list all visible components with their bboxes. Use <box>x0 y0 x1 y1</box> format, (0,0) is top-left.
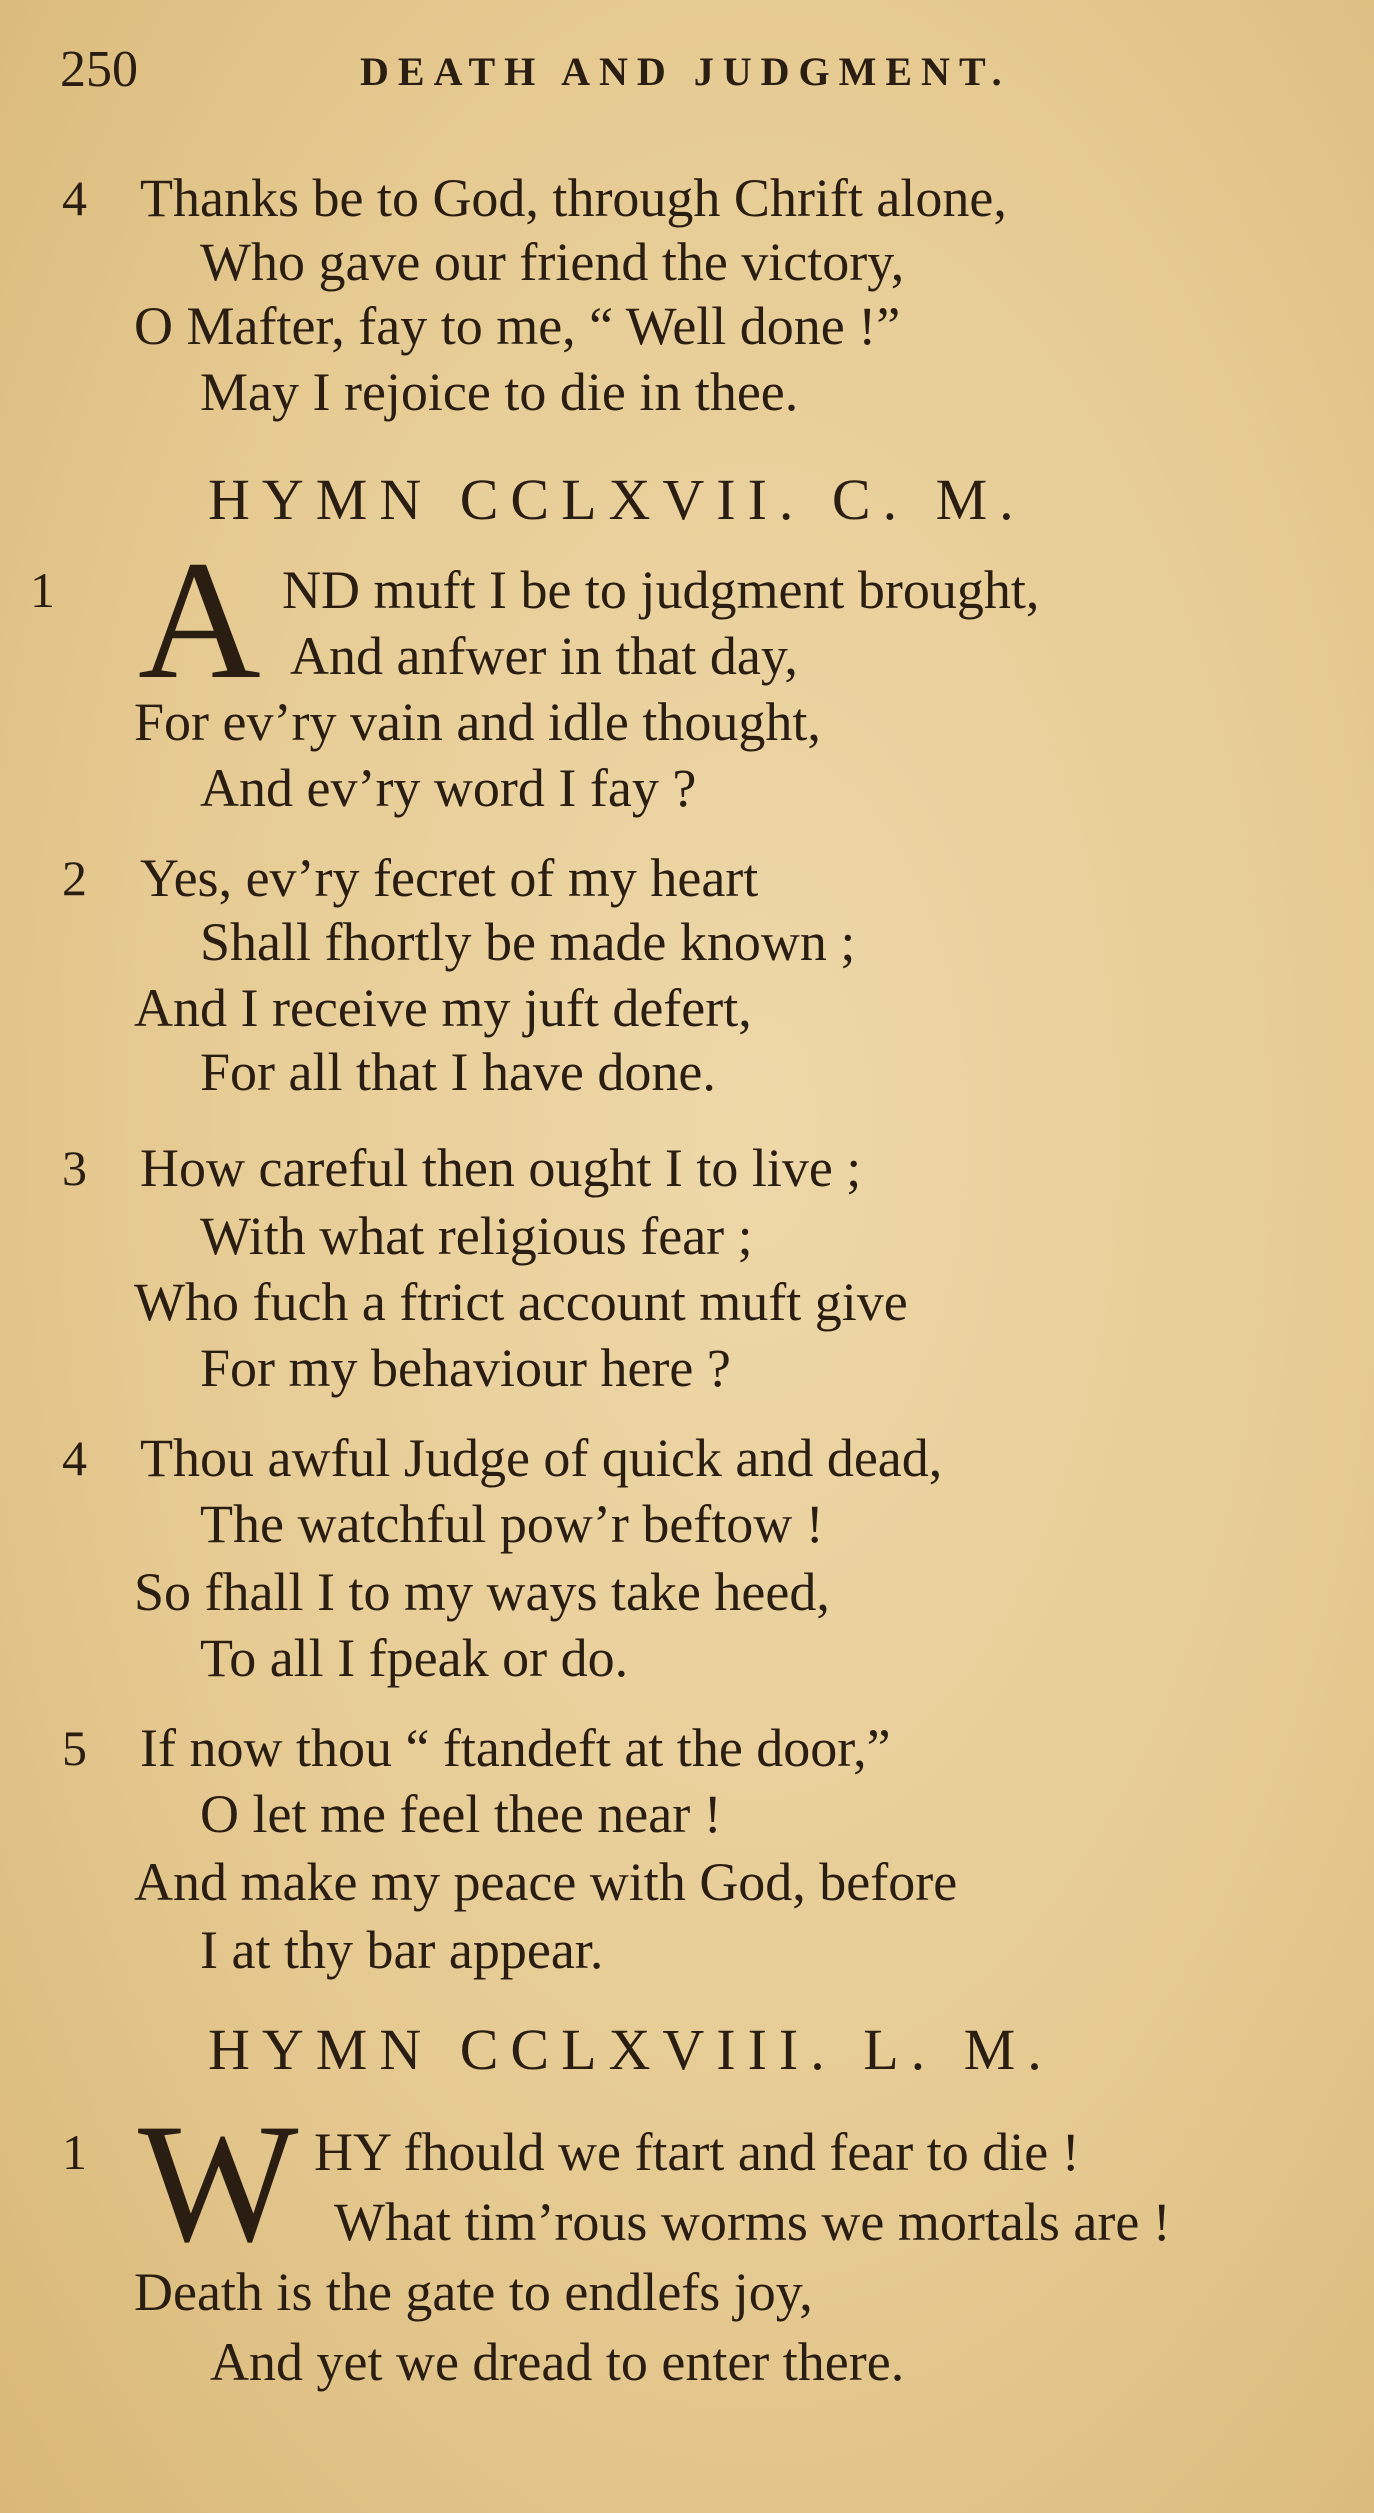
verse-line: ND muft I be to judgment brought, <box>282 560 1040 620</box>
stanza-number: 2 <box>62 850 87 906</box>
verse-line: For all that I have done. <box>200 1042 716 1102</box>
verse-line: With what religious fear ; <box>200 1206 753 1266</box>
verse-line: Thanks be to God, through Chrift alone, <box>140 168 1007 228</box>
verse-line: And make my peace with God, before <box>134 1852 958 1912</box>
verse-line: And yet we dread to enter there. <box>210 2332 905 2392</box>
verse-line: The watchful pow’r beftow ! <box>200 1494 824 1554</box>
verse-line: Death is the gate to endlefs joy, <box>134 2262 813 2322</box>
verse-line: HY fhould we ftart and fear to die ! <box>314 2122 1080 2182</box>
verse-line: Shall fhortly be made known ; <box>200 912 856 972</box>
stanza-number: 4 <box>62 170 87 226</box>
verse-line: And I receive my juft defert, <box>134 978 752 1038</box>
hymn-title: HYMN CCLXVIII. L. M. <box>208 2017 1054 2082</box>
page-number: 250 <box>60 41 138 98</box>
verse-line: Yes, ev’ry fecret of my heart <box>140 848 759 908</box>
verse-line: And ev’ry word I fay ? <box>200 758 697 818</box>
stanza-number: 3 <box>62 1140 87 1196</box>
verse-line: I at thy bar appear. <box>200 1920 604 1980</box>
page-header <box>60 40 1140 100</box>
verse-line: And anfwer in that day, <box>290 626 798 686</box>
verse-line: To all I fpeak or do. <box>200 1628 629 1688</box>
verse-line: May I rejoice to die in thee. <box>200 362 799 422</box>
stanza-number: 4 <box>62 1430 87 1486</box>
verse-line: If now thou “ ftandeft at the door,” <box>140 1718 891 1778</box>
verse-line: What tim’rous worms we mortals are ! <box>334 2192 1171 2252</box>
stanza-number: 5 <box>62 1720 87 1776</box>
verse-line: O Mafter, fay to me, “ Well done !” <box>134 296 901 356</box>
drop-cap: W <box>138 2089 299 2277</box>
hymn-title: HYMN CCLXVII. C. M. <box>208 467 1026 532</box>
verse-line: So fhall I to my ways take heed, <box>134 1562 830 1622</box>
verse-line: Thou awful Judge of quick and dead, <box>140 1428 943 1488</box>
stanza-number: 1 <box>30 562 55 618</box>
verse-line: Who fuch a ftrict account muft give <box>134 1272 908 1332</box>
verse-line: How careful then ought I to live ; <box>140 1138 862 1198</box>
drop-cap: A <box>138 526 261 714</box>
verse-line: For ev’ry vain and idle thought, <box>134 692 821 752</box>
stanza-number: 1 <box>62 2124 87 2180</box>
running-title: DEATH AND JUDGMENT. <box>360 49 1011 94</box>
verse-line: O let me feel thee near ! <box>200 1784 722 1844</box>
verse-line: For my behaviour here ? <box>200 1338 731 1398</box>
verse-line: Who gave our friend the victory, <box>200 232 905 292</box>
